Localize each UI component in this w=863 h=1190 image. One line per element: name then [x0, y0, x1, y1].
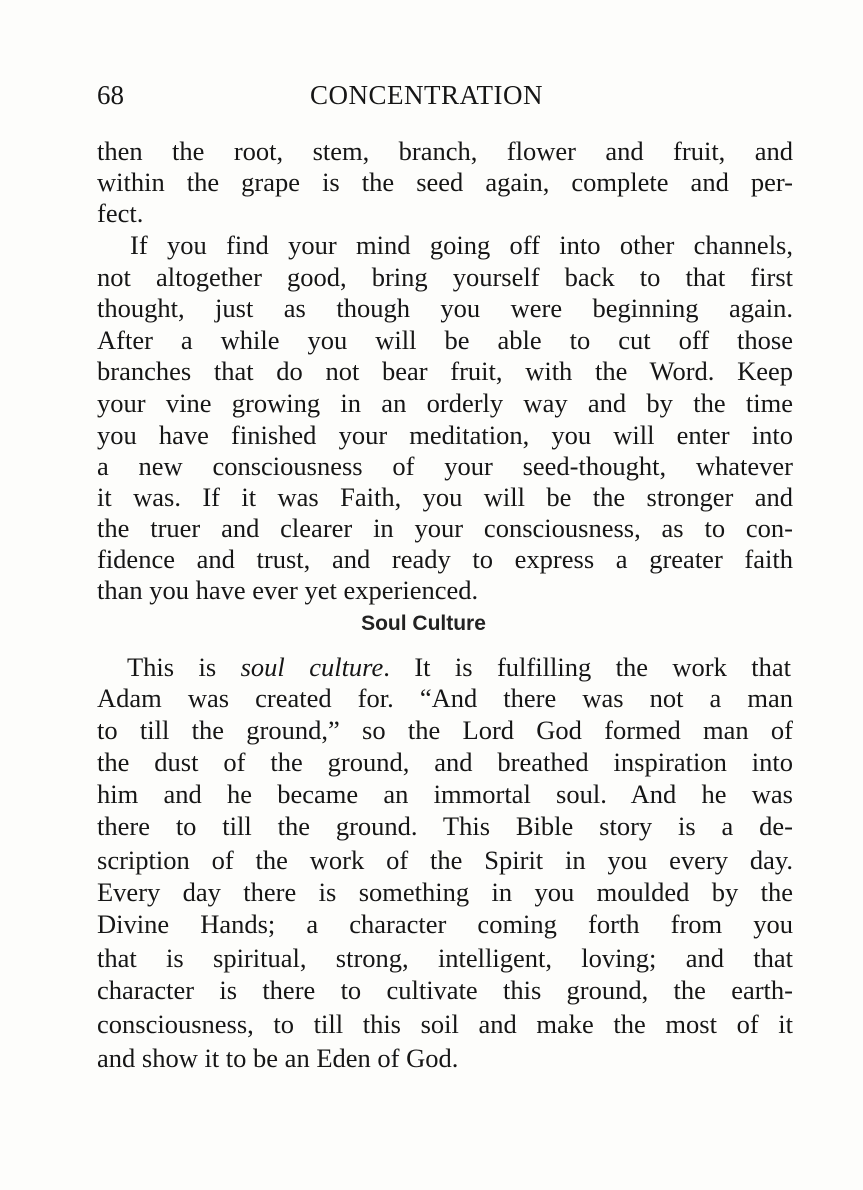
text-line: If you find your mind going off into other channels,: [130, 230, 793, 260]
section-heading: Soul Culture: [361, 612, 486, 635]
text-line: that is spiritual, strong, intelligent, loving; and that: [97, 943, 793, 973]
text-line: within the grape is the seed again, complete and per-: [97, 167, 793, 197]
text-line: fect.: [97, 198, 144, 228]
text-line: [127, 652, 791, 683]
text-segment: . It is fulfilling the work that: [383, 652, 791, 682]
text-line: fidence and trust, and ready to express a greater faith: [97, 544, 793, 574]
text-segment: This is: [127, 652, 241, 682]
text-line: you have finished your meditation, you will enter into: [97, 420, 793, 450]
text-line: him and he became an immortal soul. And he was: [97, 779, 793, 809]
text-line: consciousness, to till this soil and make the most of it: [97, 1009, 793, 1039]
text-line: than you have ever yet experienced.: [97, 575, 479, 605]
text-line: thought, just as though you were beginning again.: [97, 293, 793, 323]
text-line: there to till the ground. This Bible story is a de-: [97, 811, 793, 841]
text-line: the truer and clearer in your consciousness, as to con-: [97, 513, 793, 543]
text-line: a new consciousness of your seed-thought, whatever: [97, 451, 793, 481]
text-line: Divine Hands; a character coming forth from you: [97, 909, 793, 939]
text-line: and show it to be an Eden of God.: [97, 1043, 459, 1073]
text-line: Adam was created for. “And there was not a man: [97, 683, 793, 713]
text-line: character is there to cultivate this ground, the earth-: [97, 975, 793, 1005]
text-line: the dust of the ground, and breathed inspiration into: [97, 747, 793, 777]
text-line: After a while you will be able to cut off those: [97, 325, 793, 355]
text-line: then the root, stem, branch, flower and fruit, and: [97, 136, 793, 166]
page-number: 68: [97, 80, 124, 110]
text-line: not altogether good, bring yourself back to that first: [97, 262, 793, 292]
italic-phrase: soul culture: [240, 652, 384, 682]
running-title: CONCENTRATION: [310, 80, 543, 110]
text-line: branches that do not bear fruit, with the Word. Keep: [97, 356, 793, 386]
text-line: your vine growing in an orderly way and by the time: [97, 388, 793, 418]
text-line: Every day there is something in you moulded by the: [97, 877, 793, 907]
text-line: it was. If it was Faith, you will be the stronger and: [97, 482, 793, 512]
text-line: to till the ground,” so the Lord God formed man of: [97, 715, 793, 745]
text-line: scription of the work of the Spirit in you every day.: [97, 845, 793, 875]
